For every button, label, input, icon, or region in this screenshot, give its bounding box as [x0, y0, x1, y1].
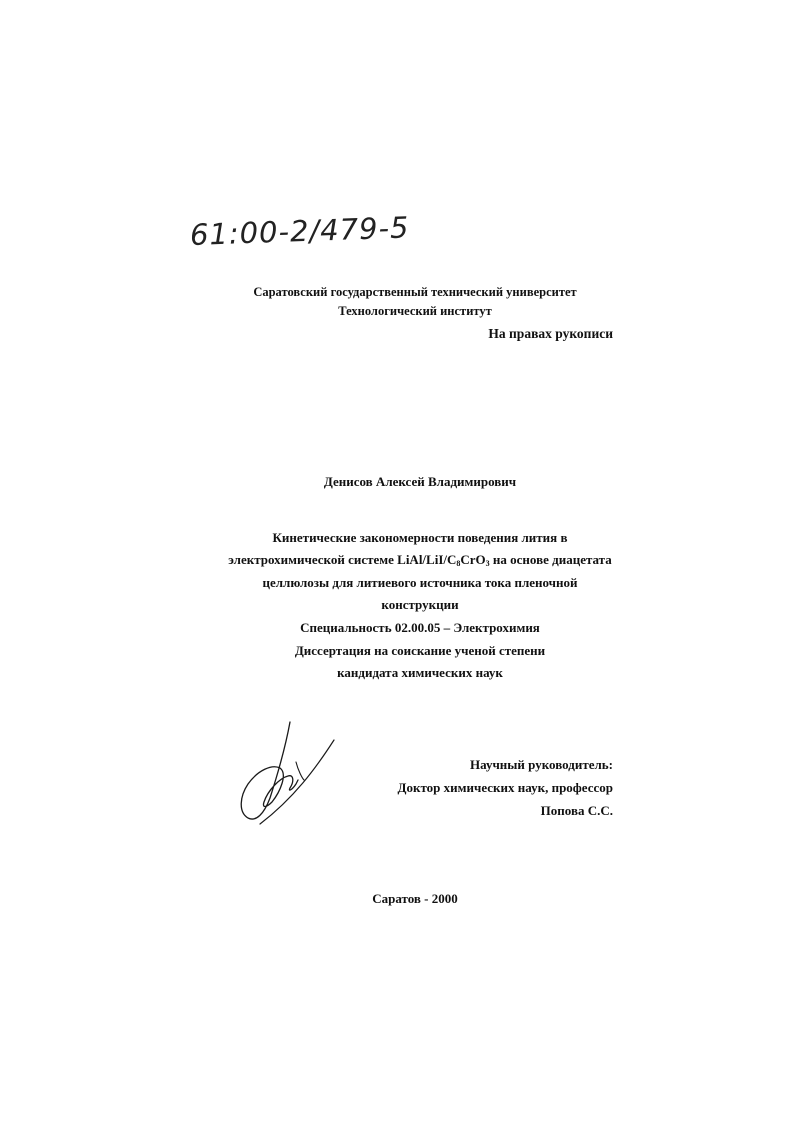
title-line-2-start: электрохимической системе LiAl/LiI/C [228, 552, 457, 567]
signature-mark [232, 718, 347, 828]
supervisor-label: Научный руководитель: [470, 757, 613, 772]
institute-name: Технологический институт [338, 304, 492, 318]
degree: кандидата химических наук [337, 665, 503, 680]
title-line-2-mid: CrO [460, 552, 486, 567]
title-line-4: конструкции [381, 597, 459, 612]
city-year: Саратов - 2000 [372, 891, 458, 906]
title-line-1: Кинетические закономерности поведения лития в [272, 530, 568, 545]
title-line-2-end: на основе диацетата [489, 552, 612, 567]
title-line-2 [190, 552, 650, 568]
archive-code-handwritten: 61:00-2/479-5 [189, 210, 410, 252]
author-name: Денисов Алексей Владимирович [323, 474, 517, 489]
supervisor-rank: Доктор химических наук, профессор [397, 780, 613, 795]
title-subscript-8: 8 [456, 559, 461, 568]
title-subscript-3: 3 [485, 559, 490, 568]
university-name: Саратовский государственный технический университет [253, 285, 577, 299]
specialty: Специальность 02.00.05 – Электрохимия [300, 620, 540, 635]
title-line-3: целлюлозы для литиевого источника тока пленочной [262, 575, 578, 590]
manuscript-rights: На правах рукописи [488, 326, 613, 341]
supervisor-name: Попова С.С. [540, 803, 613, 818]
dissertation-purpose: Диссертация на соискание ученой степени [294, 643, 546, 658]
